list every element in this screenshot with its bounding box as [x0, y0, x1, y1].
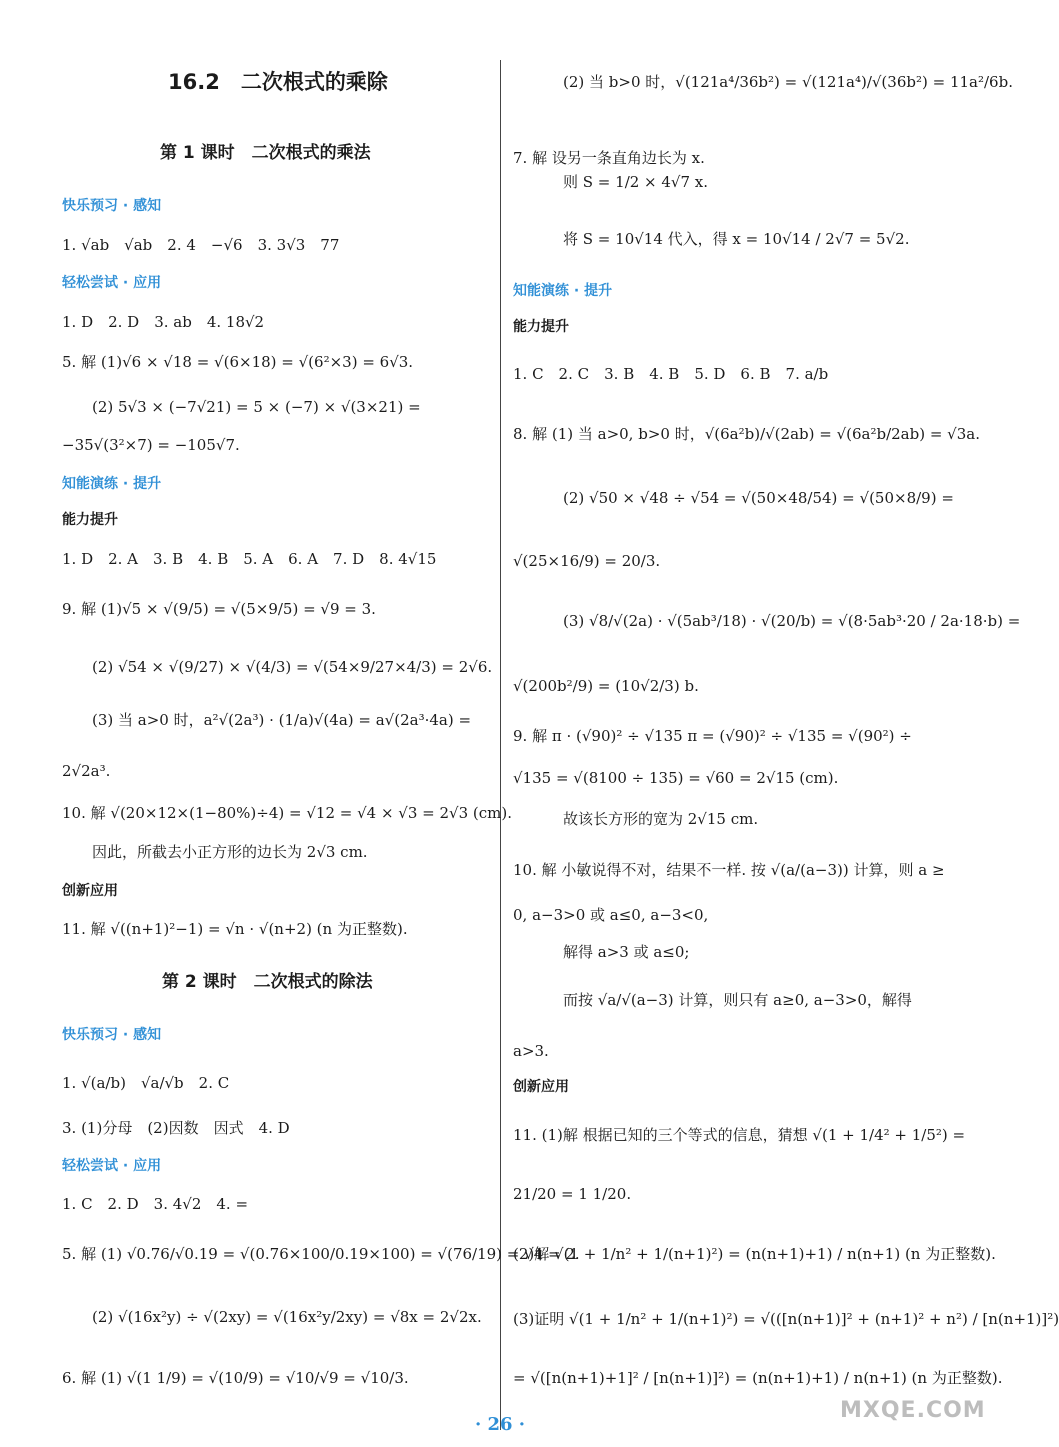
answer-line: a>3. — [513, 1042, 549, 1060]
subsection-heading: 能力提升 — [62, 512, 118, 528]
answer-line: √135 = √(8100 ÷ 135) = √60 = 2√15 (cm). — [513, 769, 839, 787]
subsection-heading: 创新应用 — [513, 1079, 569, 1095]
answer-line: (2) √50 × √48 ÷ √54 = √(50×48/54) = √(50×8/9) = — [563, 489, 954, 507]
answer-line: = √([n(n+1)+1]² / [n(n+1)]²) = (n(n+1)+1) / n(n+1) (n 为正整数). — [513, 1369, 1003, 1387]
answer-line: 1. D 2. D 3. ab 4. 18√2 — [62, 313, 265, 331]
section-heading: 快乐预习 · 感知 — [62, 198, 162, 214]
watermark-logo: MXQE.COM — [840, 1398, 986, 1423]
answer-line: (2)解 √(1 + 1/n² + 1/(n+1)²) = (n(n+1)+1) / n(n+1) (n 为正整数). — [513, 1245, 996, 1263]
answer-line: 1. C 2. C 3. B 4. B 5. D 6. B 7. a/b — [513, 365, 829, 383]
answer-line: 故该长方形的宽为 2√15 cm. — [563, 810, 759, 828]
section-heading: 快乐预习 · 感知 — [62, 1027, 162, 1043]
answer-line: 则 S = 1/2 × 4√7 x. — [563, 173, 709, 191]
answer-line: 1. C 2. D 3. 4√2 4. = — [62, 1195, 249, 1213]
answer-line: (2) √(16x²y) ÷ √(2xy) = √(16x²y/2xy) = √8x = 2√2x. — [92, 1308, 482, 1326]
answer-line: (3)证明 √(1 + 1/n² + 1/(n+1)²) = √(([n(n+1)]² + (n+1)² + n²) / [n(n+1)]²) — [513, 1310, 1059, 1328]
answer-line: √(25×16/9) = 20/3. — [513, 552, 661, 570]
answer-line: 2√2a³. — [62, 762, 111, 780]
lesson-1-heading: 第 1 课时 二次根式的乘法 — [160, 143, 371, 163]
answer-line: 而按 √a/√(a−3) 计算，则只有 a≥0, a−3>0，解得 — [563, 991, 912, 1009]
answer-line: 5. 解 (1)√6 × √18 = √(6×18) = √(6²×3) = 6√3. — [62, 353, 414, 371]
subsection-heading: 能力提升 — [513, 319, 569, 335]
answer-line: 11. (1)解 根据已知的三个等式的信息，猜想 √(1 + 1/4² + 1/5²) = — [513, 1126, 966, 1144]
answer-line: 解得 a>3 或 a≤0; — [563, 943, 690, 961]
answer-line: −35√(3²×7) = −105√7. — [62, 436, 240, 454]
answer-line: 10. 解 小敏说得不对，结果不一样. 按 √(a/(a−3)) 计算，则 a ≥ — [513, 861, 945, 879]
subsection-heading: 创新应用 — [62, 883, 118, 899]
answer-line: (3) 当 a>0 时，a²√(2a³) · (1/a)√(4a) = a√(2a³·4a) = — [92, 711, 472, 729]
column-divider — [500, 60, 501, 1430]
answer-line: (2) 当 b>0 时，√(121a⁴/36b²) = √(121a⁴)/√(36b²) = 11a²/6b. — [563, 73, 1013, 91]
answer-line: 11. 解 √((n+1)²−1) = √n · √(n+2) (n 为正整数). — [62, 920, 408, 938]
section-heading: 轻松尝试 · 应用 — [62, 1158, 162, 1174]
page-number: · 26 · — [474, 1414, 526, 1435]
answer-line: (2) √54 × √(9/27) × √(4/3) = √(54×9/27×4/3) = 2√6. — [92, 658, 493, 676]
answer-line: (3) √8/√(2a) · √(5ab³/18) · √(20/b) = √(8·5ab³·20 / 2a·18·b) = — [563, 612, 1021, 630]
section-heading: 知能演练 · 提升 — [513, 283, 613, 299]
answer-line: 21/20 = 1 1/20. — [513, 1185, 632, 1203]
answer-line: 0, a−3>0 或 a≤0, a−3<0, — [513, 906, 709, 924]
answer-line: 5. 解 (1) √0.76/√0.19 = √(0.76×100/0.19×100) = √(76/19) = √4 = 2. — [62, 1245, 580, 1263]
section-heading: 轻松尝试 · 应用 — [62, 275, 162, 291]
answer-line: 1. √ab √ab 2. 4 −√6 3. 3√3 77 — [62, 236, 340, 254]
answer-line: (2) 5√3 × (−7√21) = 5 × (−7) × √(3×21) = — [92, 398, 421, 416]
answer-line: 8. 解 (1) 当 a>0, b>0 时，√(6a²b)/√(2ab) = √(6a²b/2ab) = √3a. — [513, 425, 980, 443]
answer-line: 10. 解 √(20×12×(1−80%)÷4) = √12 = √4 × √3 = 2√3 (cm). — [62, 804, 513, 822]
answer-line: 1. √(a/b) √a/√b 2. C — [62, 1074, 230, 1092]
answer-line: 7. 解 设另一条直角边长为 x. — [513, 149, 705, 167]
answer-line: 因此，所截去小正方形的边长为 2√3 cm. — [92, 843, 368, 861]
answer-line: 将 S = 10√14 代入，得 x = 10√14 / 2√7 = 5√2. — [563, 230, 910, 248]
answer-line: √(200b²/9) = (10√2/3) b. — [513, 677, 699, 695]
answer-line: 1. D 2. A 3. B 4. B 5. A 6. A 7. D 8. 4√15 — [62, 550, 437, 568]
answer-line: 6. 解 (1) √(1 1/9) = √(10/9) = √10/√9 = √10/3. — [62, 1369, 409, 1387]
answer-line: 3. (1)分母 (2)因数 因式 4. D — [62, 1119, 290, 1137]
section-heading: 知能演练 · 提升 — [62, 476, 162, 492]
page-title: 16.2 二次根式的乘除 — [168, 70, 388, 94]
answer-line: 9. 解 π · (√90)² ÷ √135 π = (√90)² ÷ √135 = √(90²) ÷ — [513, 727, 912, 745]
answer-line: 9. 解 (1)√5 × √(9/5) = √(5×9/5) = √9 = 3. — [62, 600, 376, 618]
lesson-2-heading: 第 2 课时 二次根式的除法 — [162, 972, 373, 992]
